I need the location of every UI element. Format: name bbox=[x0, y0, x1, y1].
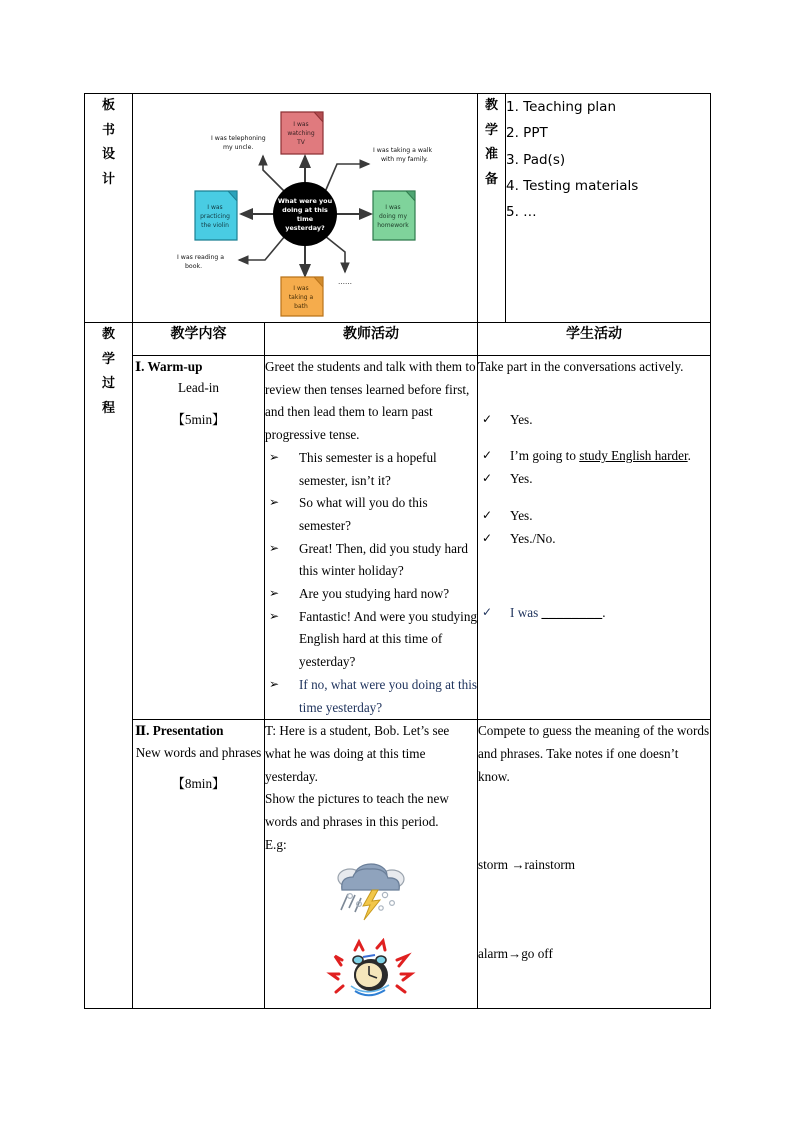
label-line: I was taking a walk bbox=[373, 147, 433, 154]
mindmap-diagram bbox=[133, 94, 477, 322]
check-bullet-icon: ✓ bbox=[482, 507, 493, 522]
label-char: 板 bbox=[101, 98, 115, 113]
note-line: practicing bbox=[200, 213, 230, 220]
arrow-bullet-icon: ➢ bbox=[269, 540, 280, 555]
list-item-text: I was bbox=[510, 605, 542, 621]
list-item-text: Yes. bbox=[510, 471, 533, 487]
list-item bbox=[265, 606, 477, 674]
note-line: I was bbox=[293, 285, 309, 292]
note-line: watching bbox=[287, 130, 315, 137]
spacer bbox=[478, 550, 710, 602]
list-item bbox=[478, 409, 710, 432]
note-line: the violin bbox=[201, 222, 229, 229]
header-teacher-activity: 教师活动 bbox=[265, 323, 478, 356]
list-item bbox=[478, 602, 710, 625]
list-item bbox=[265, 674, 477, 719]
prep-item: 1. Teaching plan bbox=[506, 99, 616, 115]
answer-tail: . bbox=[687, 448, 691, 464]
warmup-student-cell bbox=[478, 356, 711, 720]
list-item bbox=[265, 447, 477, 492]
check-bullet-icon: ✓ bbox=[482, 448, 493, 463]
sticky-note-taking-bath bbox=[281, 277, 323, 316]
label-line: my uncle. bbox=[223, 144, 254, 151]
list-item bbox=[265, 492, 477, 537]
sticky-note-practicing-violin bbox=[195, 191, 237, 240]
label-ellipsis: …… bbox=[338, 278, 352, 286]
note-line: bath bbox=[294, 303, 308, 310]
list-item-text: If no, what were you doing at this time yesterday? bbox=[299, 676, 477, 715]
warmup-teacher-cell bbox=[265, 356, 478, 720]
label-line: book. bbox=[185, 263, 203, 270]
blackboard-design-label bbox=[85, 94, 133, 323]
presentation-content-cell bbox=[133, 720, 265, 1009]
alarm-illustration bbox=[265, 938, 477, 1008]
alarm-clock-icon bbox=[325, 938, 417, 1000]
note-line: I was bbox=[385, 204, 401, 211]
label-line: with my family. bbox=[381, 156, 428, 163]
presentation-teacher-line2: Show the pictures to teach the new words and phrases in this period. bbox=[265, 791, 449, 830]
center-line-4: yesterday? bbox=[285, 224, 325, 232]
mindmap-svg bbox=[133, 94, 478, 322]
list-item-text: Are you studying hard now? bbox=[299, 586, 450, 602]
label-char: 教 bbox=[484, 98, 498, 113]
prep-item: 4. Testing materials bbox=[506, 177, 639, 194]
label-char: 教 bbox=[101, 327, 115, 342]
label-char: 准 bbox=[484, 147, 498, 163]
prep-item: 5. … bbox=[506, 204, 537, 221]
lesson-plan-table bbox=[84, 93, 711, 1009]
spacer bbox=[478, 840, 710, 854]
note-line: homework bbox=[377, 222, 409, 229]
spacer bbox=[478, 431, 710, 445]
teaching-prep-list bbox=[506, 94, 711, 323]
table-row-presentation bbox=[85, 720, 711, 1009]
list-item bbox=[478, 528, 710, 551]
warmup-student-answers bbox=[478, 409, 710, 625]
label-char: 备 bbox=[484, 172, 498, 188]
presentation-subtitle: New words and phrases bbox=[135, 744, 262, 760]
connector-lower-right bbox=[325, 236, 345, 272]
list-item-text: Yes./No. bbox=[510, 530, 556, 546]
presentation-teacher-cell bbox=[265, 720, 478, 1009]
arrow-bullet-icon: ➢ bbox=[269, 586, 280, 601]
header-teaching-content: 教学内容 bbox=[133, 323, 265, 356]
arrow-bullet-icon: ➢ bbox=[269, 676, 280, 691]
presentation-student-intro: Compete to guess the meaning of the words and phrases. Take notes if one doesn’t know. bbox=[478, 723, 710, 784]
list-item-text: So what will you do this semester? bbox=[299, 495, 428, 533]
check-bullet-icon: ✓ bbox=[482, 605, 493, 620]
warmup-teacher-questions bbox=[265, 447, 477, 719]
note-line: doing my bbox=[378, 213, 408, 220]
presentation-student-note: storm →rainstorm bbox=[478, 857, 576, 873]
center-line-1: What were you bbox=[277, 197, 333, 205]
note-line: I was bbox=[293, 121, 309, 128]
label-char: 计 bbox=[101, 172, 115, 188]
connector-upper-right bbox=[325, 164, 369, 192]
underlined-answer: study English harder bbox=[579, 448, 688, 464]
check-bullet-icon: ✓ bbox=[482, 411, 493, 426]
spacer bbox=[478, 929, 710, 943]
center-node bbox=[273, 182, 337, 246]
header-student-activity: 学生活动 bbox=[478, 323, 711, 356]
label-telephoning-uncle bbox=[211, 135, 266, 151]
warmup-heading: Ⅰ. Warm-up bbox=[135, 359, 203, 374]
list-item-text: I’m going to bbox=[510, 448, 580, 464]
arrow-bullet-icon: ➢ bbox=[269, 495, 280, 510]
prep-item: 2. PPT bbox=[506, 125, 548, 142]
label-char: 程 bbox=[101, 401, 115, 417]
list-item-text: Yes. bbox=[510, 411, 533, 427]
warmup-student-intro: Take part in the conversations actively. bbox=[478, 359, 684, 374]
list-item bbox=[478, 505, 710, 528]
warmup-minutes: 【5min】 bbox=[171, 411, 226, 427]
presentation-heading: Ⅱ. Presentation bbox=[135, 723, 224, 739]
check-bullet-icon: ✓ bbox=[482, 471, 493, 486]
prep-item: 3. Pad(s) bbox=[506, 151, 566, 168]
presentation-teacher-line1: T: Here is a student, Bob. Let’s see what he was doing at this time yesterday. bbox=[265, 723, 450, 784]
warmup-content-cell bbox=[133, 356, 265, 720]
presentation-teacher-eg: E.g: bbox=[265, 836, 287, 852]
answer-tail: . bbox=[602, 605, 606, 621]
center-line-2: doing at this bbox=[282, 206, 328, 214]
table-row-warmup bbox=[85, 356, 711, 720]
list-item bbox=[478, 468, 710, 491]
list-item-text: Yes. bbox=[510, 507, 533, 523]
label-taking-a-walk bbox=[373, 147, 433, 163]
label-line: I was reading a bbox=[177, 254, 225, 261]
spacer bbox=[478, 877, 710, 929]
list-item bbox=[265, 583, 477, 606]
note-line: I was bbox=[207, 204, 223, 211]
presentation-minutes: 【8min】 bbox=[171, 776, 226, 791]
sticky-note-watching-tv bbox=[281, 112, 323, 154]
presentation-student-cell bbox=[478, 720, 711, 1009]
arrow-bullet-icon: ➢ bbox=[269, 608, 280, 623]
blackboard-diagram-cell bbox=[133, 94, 478, 323]
label-char: 设 bbox=[101, 147, 115, 163]
spacer bbox=[478, 788, 710, 840]
label-char: 学 bbox=[101, 351, 115, 367]
label-char: 书 bbox=[101, 122, 115, 138]
warmup-teacher-intro: Greet the students and talk with them to review then tenses learned before first, and then lead them to learn past progressive tense. bbox=[265, 359, 476, 443]
warmup-subtitle: Lead-in bbox=[177, 380, 219, 396]
teaching-process-label bbox=[85, 323, 133, 1009]
label-reading-a-book bbox=[177, 254, 224, 270]
note-line: taking a bbox=[288, 294, 314, 301]
check-bullet-icon: ✓ bbox=[482, 530, 493, 545]
table-row-blackboard bbox=[85, 94, 711, 323]
arrow-bullet-icon: ➢ bbox=[269, 449, 280, 464]
label-char: 学 bbox=[484, 122, 498, 138]
spacer bbox=[478, 491, 710, 505]
answer-blank: ________ bbox=[541, 605, 603, 621]
center-line-3: time bbox=[296, 215, 314, 223]
connector-lower-left bbox=[239, 236, 285, 260]
list-item-text: This semester is a hopeful semester, isn’t it? bbox=[299, 449, 437, 488]
sticky-note-doing-homework bbox=[373, 191, 415, 240]
label-char: 过 bbox=[101, 376, 115, 392]
list-item-text: Fantastic! And were you studying English hard at this time of yesterday? bbox=[299, 608, 478, 670]
table-header-row bbox=[85, 323, 711, 356]
presentation-student-note: alarm→go off bbox=[478, 946, 553, 962]
teaching-prep-label bbox=[478, 94, 506, 323]
rainstorm-illustration bbox=[265, 862, 477, 932]
label-line: I was telephoning bbox=[211, 135, 266, 142]
connector-upper-left bbox=[263, 156, 285, 192]
list-item-text: Great! Then, did you study hard this winter holiday? bbox=[299, 540, 468, 579]
list-item bbox=[478, 445, 710, 468]
note-line: TV bbox=[297, 139, 305, 146]
list-item bbox=[265, 538, 477, 583]
spacer bbox=[478, 379, 710, 409]
rainstorm-icon bbox=[328, 862, 414, 924]
